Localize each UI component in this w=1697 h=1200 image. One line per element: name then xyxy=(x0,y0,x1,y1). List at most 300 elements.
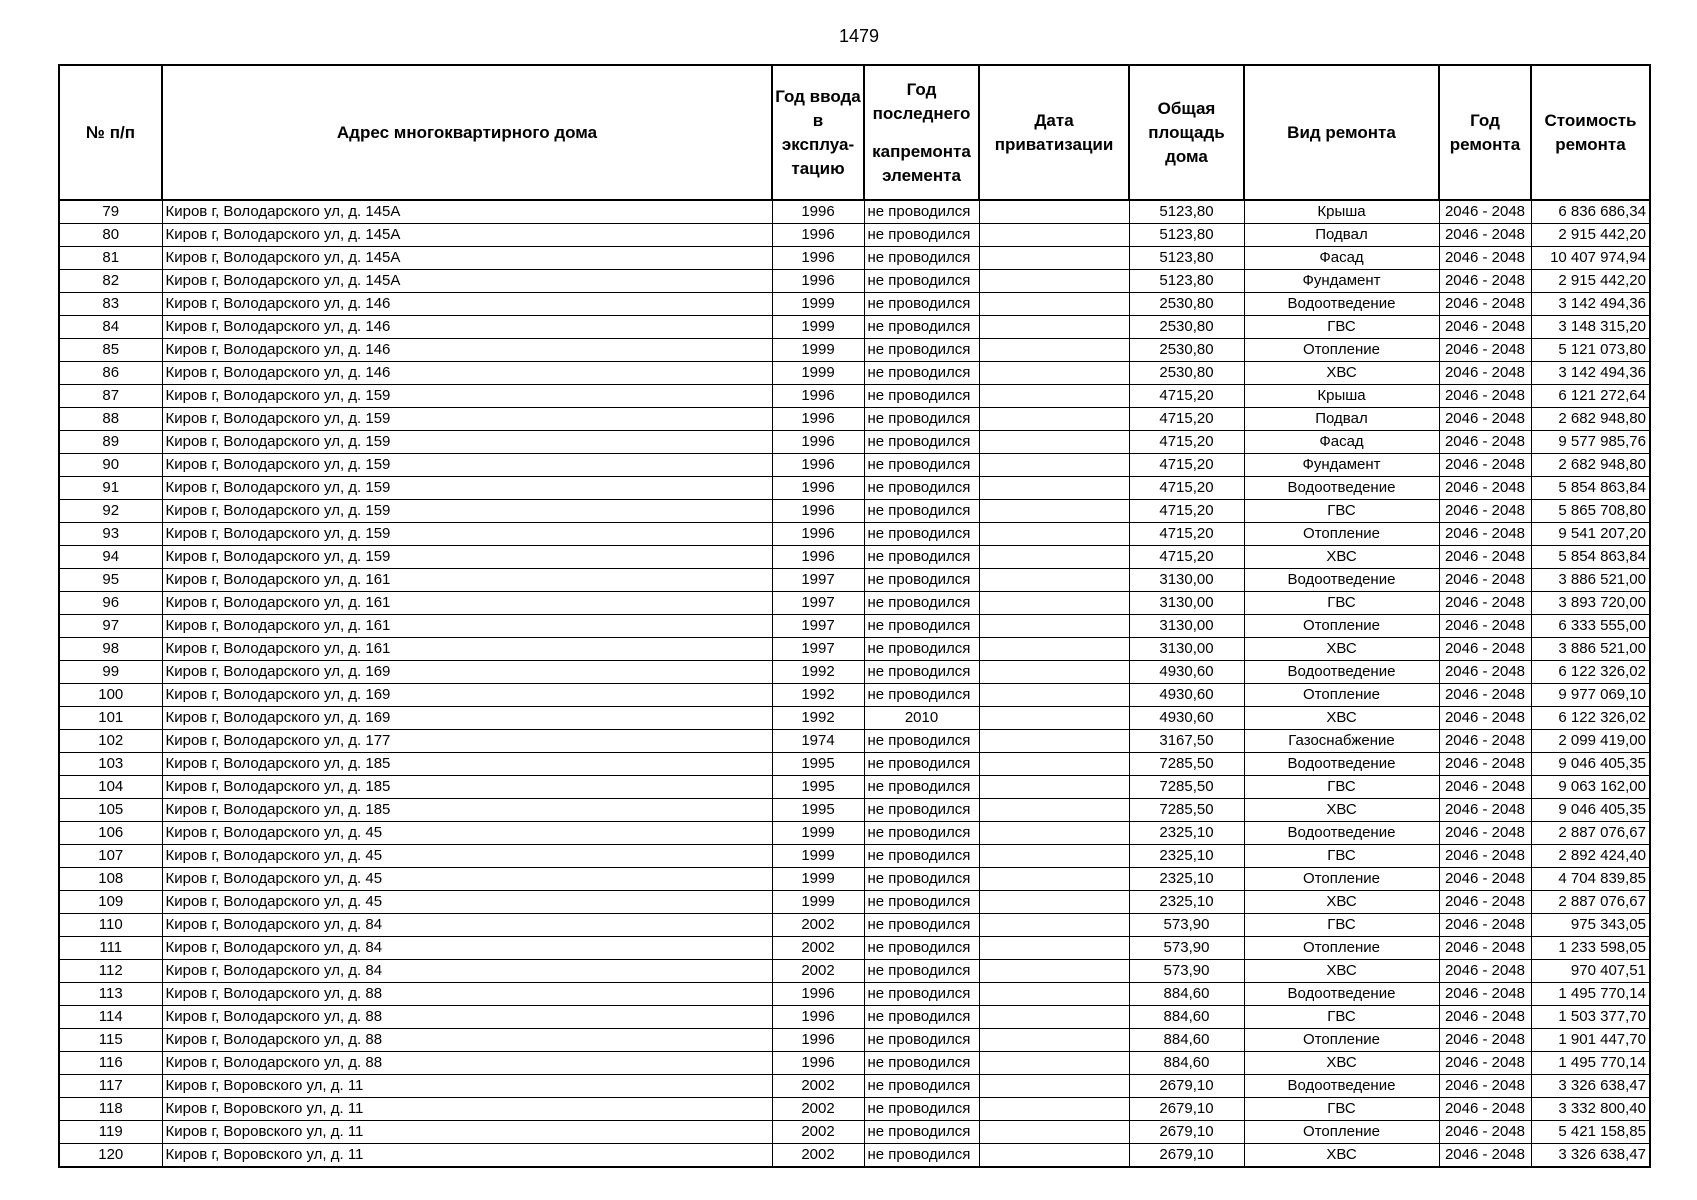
cell-address: Киров г, Володарского ул, д. 159 xyxy=(162,477,772,500)
cell-address: Киров г, Воровского ул, д. 11 xyxy=(162,1121,772,1144)
cell-last-repair: не проводился xyxy=(864,408,979,431)
cell-num: 115 xyxy=(59,1029,162,1052)
cell-repair-kind: Фундамент xyxy=(1244,270,1439,293)
cell-privatization xyxy=(979,362,1129,385)
table-row xyxy=(59,592,1650,615)
cell-repair-kind: ХВС xyxy=(1244,960,1439,983)
table-row xyxy=(59,569,1650,592)
cell-repair-kind: ГВС xyxy=(1244,500,1439,523)
cell-num: 96 xyxy=(59,592,162,615)
cell-cost: 9 977 069,10 xyxy=(1531,684,1650,707)
cell-address: Киров г, Володарского ул, д. 161 xyxy=(162,569,772,592)
cell-year-commission: 1999 xyxy=(772,845,864,868)
cell-last-repair: не проводился xyxy=(864,385,979,408)
table-row xyxy=(59,1052,1650,1075)
cell-area: 4715,20 xyxy=(1129,523,1244,546)
cell-cost: 9 541 207,20 xyxy=(1531,523,1650,546)
cell-address: Киров г, Володарского ул, д. 88 xyxy=(162,1029,772,1052)
table-row xyxy=(59,891,1650,914)
cell-repair-kind: Газоснабжение xyxy=(1244,730,1439,753)
cell-cost: 9 046 405,35 xyxy=(1531,753,1650,776)
cell-repair-kind: Отопление xyxy=(1244,868,1439,891)
cell-repair-kind: ГВС xyxy=(1244,776,1439,799)
cell-address: Киров г, Володарского ул, д. 185 xyxy=(162,799,772,822)
cell-privatization xyxy=(979,500,1129,523)
cell-last-repair: не проводился xyxy=(864,730,979,753)
cell-area: 4715,20 xyxy=(1129,408,1244,431)
cell-address: Киров г, Воровского ул, д. 11 xyxy=(162,1075,772,1098)
cell-area: 4715,20 xyxy=(1129,385,1244,408)
cell-area: 7285,50 xyxy=(1129,776,1244,799)
cell-repair-year: 2046 - 2048 xyxy=(1439,868,1531,891)
cell-privatization xyxy=(979,569,1129,592)
cell-address: Киров г, Володарского ул, д. 159 xyxy=(162,385,772,408)
cell-repair-kind: Водоотведение xyxy=(1244,293,1439,316)
cell-last-repair: не проводился xyxy=(864,200,979,224)
cell-repair-kind: ГВС xyxy=(1244,316,1439,339)
cell-repair-kind: Фундамент xyxy=(1244,454,1439,477)
cell-area: 4715,20 xyxy=(1129,546,1244,569)
cell-last-repair: не проводился xyxy=(864,615,979,638)
header-last-repair xyxy=(864,65,979,200)
cell-area: 573,90 xyxy=(1129,960,1244,983)
table-row xyxy=(59,1144,1650,1168)
cell-repair-kind: Отопление xyxy=(1244,937,1439,960)
cell-year-commission: 1996 xyxy=(772,408,864,431)
header-last-repair-top: Год последнего xyxy=(872,79,971,123)
cell-privatization xyxy=(979,730,1129,753)
cell-cost: 1 495 770,14 xyxy=(1531,1052,1650,1075)
cell-last-repair: не проводился xyxy=(864,477,979,500)
cell-last-repair: не проводился xyxy=(864,1075,979,1098)
table-row xyxy=(59,1121,1650,1144)
cell-area: 2679,10 xyxy=(1129,1144,1244,1168)
cell-privatization xyxy=(979,408,1129,431)
cell-cost: 970 407,51 xyxy=(1531,960,1650,983)
cell-area: 4715,20 xyxy=(1129,454,1244,477)
cell-repair-year: 2046 - 2048 xyxy=(1439,224,1531,247)
cell-num: 119 xyxy=(59,1121,162,1144)
header-area: Общая площадь дома xyxy=(1129,65,1244,200)
cell-last-repair: не проводился xyxy=(864,224,979,247)
cell-num: 117 xyxy=(59,1075,162,1098)
cell-cost: 2 887 076,67 xyxy=(1531,822,1650,845)
cell-num: 103 xyxy=(59,753,162,776)
cell-cost: 2 099 419,00 xyxy=(1531,730,1650,753)
cell-cost: 2 915 442,20 xyxy=(1531,270,1650,293)
cell-last-repair: не проводился xyxy=(864,523,979,546)
cell-privatization xyxy=(979,684,1129,707)
cell-repair-year: 2046 - 2048 xyxy=(1439,500,1531,523)
cell-area: 2325,10 xyxy=(1129,845,1244,868)
cell-last-repair: не проводился xyxy=(864,753,979,776)
cell-area: 3167,50 xyxy=(1129,730,1244,753)
cell-repair-year: 2046 - 2048 xyxy=(1439,730,1531,753)
cell-address: Киров г, Володарского ул, д. 161 xyxy=(162,615,772,638)
cell-last-repair: не проводился xyxy=(864,638,979,661)
cell-repair-year: 2046 - 2048 xyxy=(1439,845,1531,868)
table-row xyxy=(59,822,1650,845)
cell-privatization xyxy=(979,960,1129,983)
cell-repair-kind: Отопление xyxy=(1244,523,1439,546)
cell-address: Киров г, Володарского ул, д. 177 xyxy=(162,730,772,753)
cell-address: Киров г, Воровского ул, д. 11 xyxy=(162,1098,772,1121)
cell-repair-kind: Отопление xyxy=(1244,339,1439,362)
cell-address: Киров г, Володарского ул, д. 169 xyxy=(162,684,772,707)
cell-repair-year: 2046 - 2048 xyxy=(1439,339,1531,362)
cell-repair-year: 2046 - 2048 xyxy=(1439,200,1531,224)
cell-cost: 3 326 638,47 xyxy=(1531,1075,1650,1098)
table-row xyxy=(59,799,1650,822)
header-cost: Стоимость ремонта xyxy=(1531,65,1650,200)
cell-area: 4715,20 xyxy=(1129,500,1244,523)
table-row xyxy=(59,615,1650,638)
cell-area: 5123,80 xyxy=(1129,270,1244,293)
cell-repair-kind: ГВС xyxy=(1244,845,1439,868)
cell-repair-kind: Отопление xyxy=(1244,684,1439,707)
cell-address: Киров г, Володарского ул, д. 84 xyxy=(162,937,772,960)
cell-num: 94 xyxy=(59,546,162,569)
cell-cost: 5 865 708,80 xyxy=(1531,500,1650,523)
cell-repair-kind: Водоотведение xyxy=(1244,1075,1439,1098)
cell-year-commission: 1999 xyxy=(772,362,864,385)
cell-address: Киров г, Володарского ул, д. 45 xyxy=(162,822,772,845)
table-row xyxy=(59,707,1650,730)
cell-cost: 2 682 948,80 xyxy=(1531,454,1650,477)
cell-last-repair: не проводился xyxy=(864,1029,979,1052)
cell-address: Киров г, Володарского ул, д. 145А xyxy=(162,247,772,270)
cell-last-repair: не проводился xyxy=(864,454,979,477)
cell-area: 573,90 xyxy=(1129,914,1244,937)
cell-last-repair: не проводился xyxy=(864,661,979,684)
cell-repair-kind: Подвал xyxy=(1244,408,1439,431)
table-body xyxy=(59,200,1650,1167)
cell-cost: 3 142 494,36 xyxy=(1531,293,1650,316)
cell-cost: 6 836 686,34 xyxy=(1531,200,1650,224)
cell-cost: 5 421 158,85 xyxy=(1531,1121,1650,1144)
cell-repair-kind: Водоотведение xyxy=(1244,661,1439,684)
cell-area: 884,60 xyxy=(1129,1029,1244,1052)
cell-repair-kind: ХВС xyxy=(1244,362,1439,385)
cell-area: 2530,80 xyxy=(1129,316,1244,339)
cell-repair-year: 2046 - 2048 xyxy=(1439,684,1531,707)
cell-cost: 3 332 800,40 xyxy=(1531,1098,1650,1121)
cell-privatization xyxy=(979,592,1129,615)
cell-year-commission: 1997 xyxy=(772,615,864,638)
cell-address: Киров г, Володарского ул, д. 84 xyxy=(162,914,772,937)
table-row xyxy=(59,638,1650,661)
cell-cost: 5 854 863,84 xyxy=(1531,546,1650,569)
cell-privatization xyxy=(979,247,1129,270)
table-row xyxy=(59,868,1650,891)
cell-repair-year: 2046 - 2048 xyxy=(1439,891,1531,914)
cell-privatization xyxy=(979,615,1129,638)
cell-year-commission: 1974 xyxy=(772,730,864,753)
cell-repair-year: 2046 - 2048 xyxy=(1439,270,1531,293)
table-row xyxy=(59,385,1650,408)
cell-cost: 1 233 598,05 xyxy=(1531,937,1650,960)
table-row xyxy=(59,845,1650,868)
cell-address: Киров г, Володарского ул, д. 185 xyxy=(162,753,772,776)
cell-num: 120 xyxy=(59,1144,162,1168)
cell-num: 106 xyxy=(59,822,162,845)
cell-num: 101 xyxy=(59,707,162,730)
cell-repair-year: 2046 - 2048 xyxy=(1439,385,1531,408)
cell-cost: 975 343,05 xyxy=(1531,914,1650,937)
cell-num: 112 xyxy=(59,960,162,983)
cell-address: Киров г, Воровского ул, д. 11 xyxy=(162,1144,772,1168)
header-year-commission: Год ввода в эксплуа-тацию xyxy=(772,65,864,200)
cell-repair-year: 2046 - 2048 xyxy=(1439,1121,1531,1144)
cell-year-commission: 2002 xyxy=(772,1144,864,1168)
cell-last-repair: 2010 xyxy=(864,707,979,730)
cell-year-commission: 2002 xyxy=(772,914,864,937)
cell-num: 93 xyxy=(59,523,162,546)
table-row xyxy=(59,339,1650,362)
cell-num: 81 xyxy=(59,247,162,270)
header-privatization: Дата приватизации xyxy=(979,65,1129,200)
cell-address: Киров г, Володарского ул, д. 159 xyxy=(162,500,772,523)
cell-address: Киров г, Володарского ул, д. 159 xyxy=(162,408,772,431)
cell-cost: 5 854 863,84 xyxy=(1531,477,1650,500)
table-row xyxy=(59,477,1650,500)
cell-repair-kind: Водоотведение xyxy=(1244,983,1439,1006)
cell-address: Киров г, Володарского ул, д. 185 xyxy=(162,776,772,799)
cell-repair-kind: ХВС xyxy=(1244,1052,1439,1075)
cell-year-commission: 1992 xyxy=(772,661,864,684)
cell-year-commission: 2002 xyxy=(772,937,864,960)
table-row xyxy=(59,500,1650,523)
cell-address: Киров г, Володарского ул, д. 159 xyxy=(162,546,772,569)
cell-privatization xyxy=(979,385,1129,408)
cell-repair-year: 2046 - 2048 xyxy=(1439,799,1531,822)
cell-year-commission: 2002 xyxy=(772,960,864,983)
cell-area: 573,90 xyxy=(1129,937,1244,960)
cell-area: 2325,10 xyxy=(1129,891,1244,914)
cell-cost: 3 142 494,36 xyxy=(1531,362,1650,385)
cell-year-commission: 1999 xyxy=(772,293,864,316)
cell-num: 92 xyxy=(59,500,162,523)
cell-last-repair: не проводился xyxy=(864,270,979,293)
cell-num: 83 xyxy=(59,293,162,316)
cell-privatization xyxy=(979,638,1129,661)
cell-area: 2679,10 xyxy=(1129,1121,1244,1144)
cell-area: 3130,00 xyxy=(1129,592,1244,615)
cell-privatization xyxy=(979,431,1129,454)
cell-privatization xyxy=(979,868,1129,891)
cell-num: 82 xyxy=(59,270,162,293)
cell-privatization xyxy=(979,1006,1129,1029)
cell-year-commission: 1995 xyxy=(772,799,864,822)
cell-area: 884,60 xyxy=(1129,983,1244,1006)
cell-year-commission: 1997 xyxy=(772,569,864,592)
table-row xyxy=(59,730,1650,753)
cell-repair-year: 2046 - 2048 xyxy=(1439,960,1531,983)
cell-num: 86 xyxy=(59,362,162,385)
cell-cost: 9 063 162,00 xyxy=(1531,776,1650,799)
cell-num: 84 xyxy=(59,316,162,339)
cell-address: Киров г, Володарского ул, д. 45 xyxy=(162,845,772,868)
table-row xyxy=(59,546,1650,569)
header-num: № п/п xyxy=(59,65,162,200)
table-row xyxy=(59,776,1650,799)
table-row xyxy=(59,753,1650,776)
cell-last-repair: не проводился xyxy=(864,845,979,868)
cell-repair-kind: ХВС xyxy=(1244,1144,1439,1168)
cell-area: 4930,60 xyxy=(1129,707,1244,730)
cell-area: 2679,10 xyxy=(1129,1075,1244,1098)
cell-repair-kind: Водоотведение xyxy=(1244,753,1439,776)
cell-repair-kind: ХВС xyxy=(1244,891,1439,914)
cell-privatization xyxy=(979,661,1129,684)
cell-year-commission: 1996 xyxy=(772,431,864,454)
cell-repair-year: 2046 - 2048 xyxy=(1439,1006,1531,1029)
cell-cost: 3 148 315,20 xyxy=(1531,316,1650,339)
cell-area: 2325,10 xyxy=(1129,822,1244,845)
cell-last-repair: не проводился xyxy=(864,339,979,362)
cell-repair-year: 2046 - 2048 xyxy=(1439,1098,1531,1121)
cell-num: 80 xyxy=(59,224,162,247)
cell-area: 4715,20 xyxy=(1129,477,1244,500)
cell-num: 116 xyxy=(59,1052,162,1075)
cell-area: 2679,10 xyxy=(1129,1098,1244,1121)
cell-address: Киров г, Володарского ул, д. 146 xyxy=(162,293,772,316)
cell-num: 102 xyxy=(59,730,162,753)
cell-privatization xyxy=(979,983,1129,1006)
cell-last-repair: не проводился xyxy=(864,592,979,615)
cell-num: 118 xyxy=(59,1098,162,1121)
cell-area: 5123,80 xyxy=(1129,247,1244,270)
cell-num: 114 xyxy=(59,1006,162,1029)
table-row xyxy=(59,224,1650,247)
cell-repair-kind: Отопление xyxy=(1244,1121,1439,1144)
cell-repair-year: 2046 - 2048 xyxy=(1439,523,1531,546)
cell-address: Киров г, Володарского ул, д. 45 xyxy=(162,891,772,914)
cell-repair-kind: Крыша xyxy=(1244,200,1439,224)
cell-cost: 6 122 326,02 xyxy=(1531,707,1650,730)
cell-year-commission: 1996 xyxy=(772,1006,864,1029)
table-header xyxy=(59,65,1650,200)
cell-address: Киров г, Володарского ул, д. 88 xyxy=(162,1052,772,1075)
cell-year-commission: 1999 xyxy=(772,868,864,891)
cell-year-commission: 1996 xyxy=(772,546,864,569)
cell-year-commission: 1999 xyxy=(772,822,864,845)
cell-area: 7285,50 xyxy=(1129,753,1244,776)
cell-year-commission: 2002 xyxy=(772,1075,864,1098)
cell-num: 100 xyxy=(59,684,162,707)
cell-repair-kind: ГВС xyxy=(1244,1006,1439,1029)
cell-year-commission: 1992 xyxy=(772,684,864,707)
cell-address: Киров г, Володарского ул, д. 161 xyxy=(162,638,772,661)
cell-area: 3130,00 xyxy=(1129,638,1244,661)
cell-area: 3130,00 xyxy=(1129,569,1244,592)
cell-repair-year: 2046 - 2048 xyxy=(1439,638,1531,661)
cell-privatization xyxy=(979,776,1129,799)
cell-num: 111 xyxy=(59,937,162,960)
cell-privatization xyxy=(979,891,1129,914)
header-repair-year: Год ремонта xyxy=(1439,65,1531,200)
cell-repair-year: 2046 - 2048 xyxy=(1439,477,1531,500)
cell-num: 95 xyxy=(59,569,162,592)
table-row xyxy=(59,270,1650,293)
cell-area: 3130,00 xyxy=(1129,615,1244,638)
cell-year-commission: 1996 xyxy=(772,477,864,500)
cell-repair-year: 2046 - 2048 xyxy=(1439,408,1531,431)
cell-privatization xyxy=(979,799,1129,822)
table-row xyxy=(59,200,1650,224)
cell-area: 2530,80 xyxy=(1129,293,1244,316)
cell-year-commission: 1996 xyxy=(772,200,864,224)
cell-year-commission: 2002 xyxy=(772,1098,864,1121)
cell-last-repair: не проводился xyxy=(864,822,979,845)
cell-cost: 3 886 521,00 xyxy=(1531,638,1650,661)
cell-year-commission: 1996 xyxy=(772,500,864,523)
cell-repair-year: 2046 - 2048 xyxy=(1439,1052,1531,1075)
cell-repair-year: 2046 - 2048 xyxy=(1439,1144,1531,1168)
table-row xyxy=(59,523,1650,546)
table-row xyxy=(59,983,1650,1006)
cell-last-repair: не проводился xyxy=(864,546,979,569)
cell-num: 109 xyxy=(59,891,162,914)
cell-year-commission: 1996 xyxy=(772,224,864,247)
cell-repair-year: 2046 - 2048 xyxy=(1439,776,1531,799)
cell-privatization xyxy=(979,707,1129,730)
table-row xyxy=(59,1075,1650,1098)
cell-repair-year: 2046 - 2048 xyxy=(1439,661,1531,684)
cell-num: 105 xyxy=(59,799,162,822)
cell-cost: 10 407 974,94 xyxy=(1531,247,1650,270)
cell-year-commission: 1996 xyxy=(772,270,864,293)
cell-repair-year: 2046 - 2048 xyxy=(1439,454,1531,477)
cell-address: Киров г, Володарского ул, д. 159 xyxy=(162,523,772,546)
cell-privatization xyxy=(979,316,1129,339)
cell-privatization xyxy=(979,1144,1129,1168)
cell-cost: 6 122 326,02 xyxy=(1531,661,1650,684)
cell-address: Киров г, Володарского ул, д. 169 xyxy=(162,707,772,730)
cell-year-commission: 1996 xyxy=(772,1052,864,1075)
cell-privatization xyxy=(979,1098,1129,1121)
cell-area: 5123,80 xyxy=(1129,224,1244,247)
cell-privatization xyxy=(979,293,1129,316)
cell-address: Киров г, Володарского ул, д. 159 xyxy=(162,431,772,454)
cell-repair-year: 2046 - 2048 xyxy=(1439,822,1531,845)
cell-repair-kind: Подвал xyxy=(1244,224,1439,247)
cell-cost: 1 901 447,70 xyxy=(1531,1029,1650,1052)
cell-repair-kind: Водоотведение xyxy=(1244,822,1439,845)
cell-privatization xyxy=(979,753,1129,776)
cell-repair-kind: Фасад xyxy=(1244,431,1439,454)
cell-repair-year: 2046 - 2048 xyxy=(1439,546,1531,569)
table-row xyxy=(59,431,1650,454)
cell-cost: 3 326 638,47 xyxy=(1531,1144,1650,1168)
cell-repair-year: 2046 - 2048 xyxy=(1439,569,1531,592)
cell-privatization xyxy=(979,523,1129,546)
cell-last-repair: не проводился xyxy=(864,1006,979,1029)
cell-cost: 6 333 555,00 xyxy=(1531,615,1650,638)
cell-num: 89 xyxy=(59,431,162,454)
cell-area: 884,60 xyxy=(1129,1052,1244,1075)
cell-repair-year: 2046 - 2048 xyxy=(1439,753,1531,776)
cell-repair-year: 2046 - 2048 xyxy=(1439,615,1531,638)
cell-year-commission: 1997 xyxy=(772,638,864,661)
cell-privatization xyxy=(979,1121,1129,1144)
cell-repair-year: 2046 - 2048 xyxy=(1439,592,1531,615)
table-row xyxy=(59,661,1650,684)
cell-last-repair: не проводился xyxy=(864,293,979,316)
cell-privatization xyxy=(979,822,1129,845)
cell-cost: 9 046 405,35 xyxy=(1531,799,1650,822)
cell-num: 85 xyxy=(59,339,162,362)
